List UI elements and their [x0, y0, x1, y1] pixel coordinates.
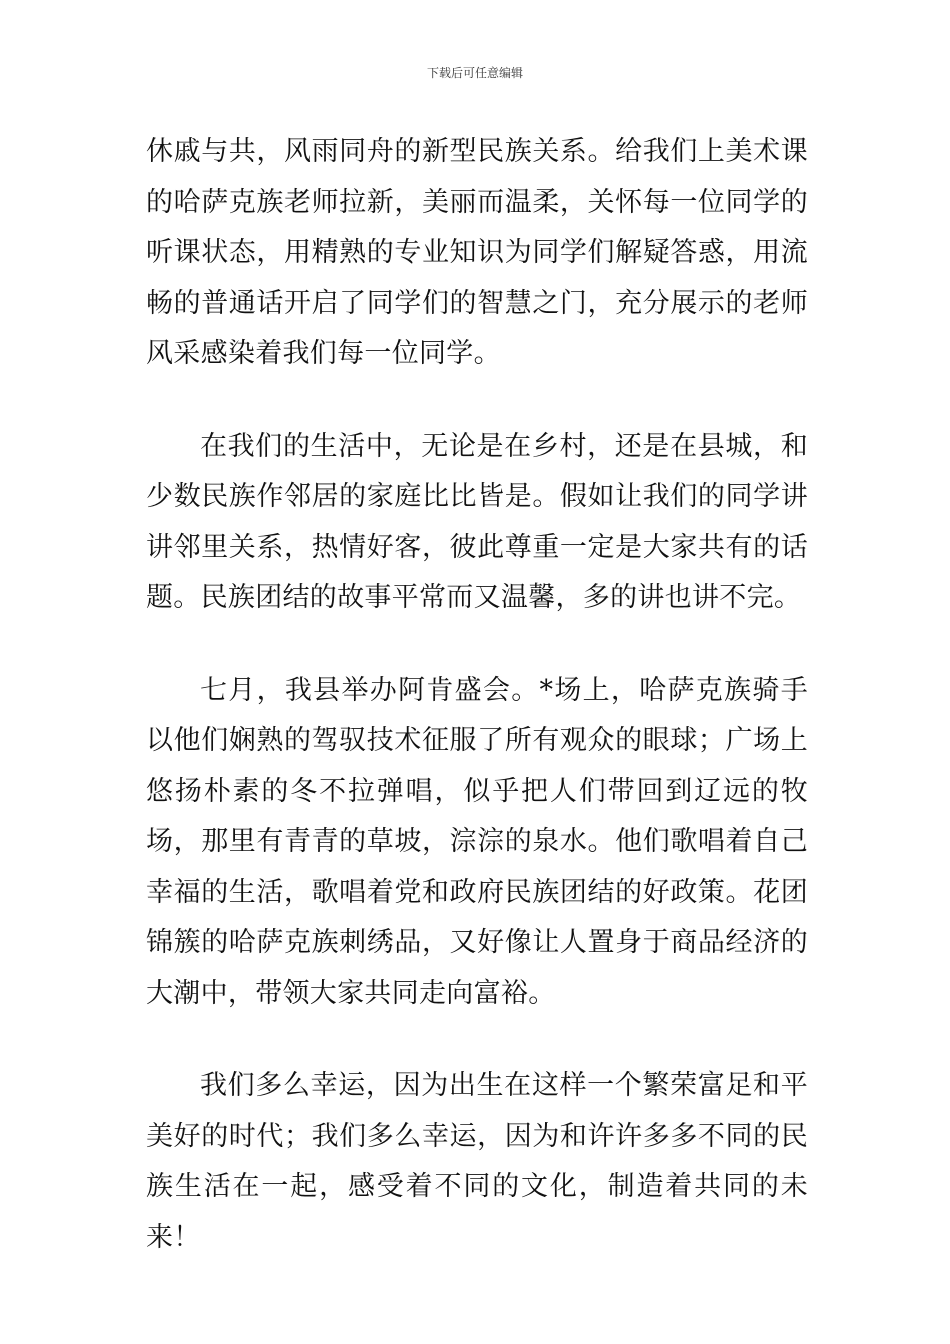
document-body	[146, 127, 808, 1263]
page-header-note: 下载后可任意编辑	[426, 66, 523, 80]
paragraph-continuation: 休戚与共，风雨同舟的新型民族关系。给我们上美术课的哈萨克族老师拉新，美丽而温柔，关怀每一位同学的听课状态，用精熟的专业知识为同学们解疑答惑，用流畅的普通话开启了同学们的智慧之门，充分展示的老师风采感染着我们每一位同学。	[146, 136, 808, 369]
paragraph-aken-festival: 七月，我县举办阿肯盛会。*场上，哈萨克族骑手以他们娴熟的驾驭技术征服了所有观众的眼球；广场上悠扬朴素的冬不拉弹唱，似乎把人们带回到辽远的牧场，那里有青青的草坡，淙淙的泉水。他们歌唱着自己幸福的生活，歌唱着党和政府民族团结的好政策。花团锦簇的哈萨克族刺绣品，又好像让人置身于商品经济的大潮中，带领大家共同走向富裕。	[146, 674, 808, 1009]
paragraph-conclusion: 我们多么幸运，因为出生在这样一个繁荣富足和平美好的时代；我们多么幸运，因为和许许多多不同的民族生活在一起，感受着不同的文化，制造着共同的未来！	[146, 1070, 808, 1253]
paragraph-neighbors: 在我们的生活中，无论是在乡村，还是在县城，和少数民族作邻居的家庭比比皆是。假如让我们的同学讲讲邻里关系，热情好客，彼此尊重一定是大家共有的话题。民族团结的故事平常而又温馨，多的讲也讲不完。	[146, 430, 808, 613]
